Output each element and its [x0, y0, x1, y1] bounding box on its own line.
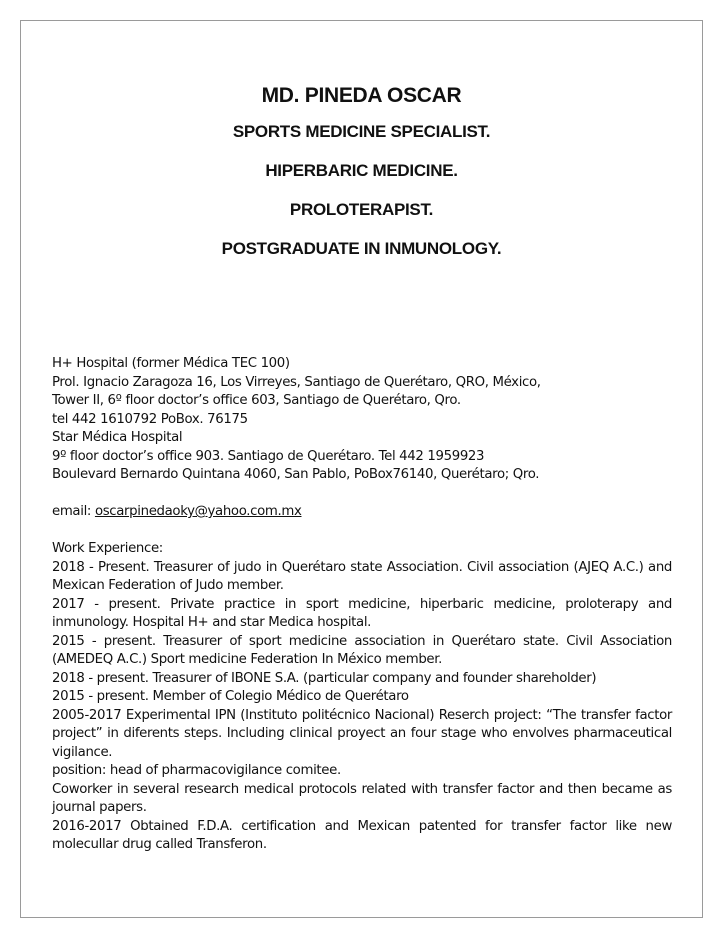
title-sports-medicine: SPORTS MEDICINE SPECIALIST. [232, 122, 491, 141]
experience-item: 2018 - present. Treasurer of IBONE S.A. (particular company and founder shareholder) [52, 670, 597, 686]
address-line: tel 442 1610792 PoBox. 76175 [52, 411, 248, 427]
address-line: 9º floor doctor’s office 903. Santiago de Querétaro. Tel 442 1959923 [52, 448, 485, 464]
work-experience-heading: Work Experience: [52, 541, 163, 556]
experience-item: 2015 - present. Member of Colegio Médico de Querétaro [52, 689, 409, 704]
address-line: Boulevard Bernardo Quintana 4060, San Pablo, PoBox76140, Querétaro; Qro. [52, 467, 540, 482]
experience-item: 2016-2017 Obtained F.D.A. certification and Mexican patented for transfer factor like new molecullar drug called Transferon. [52, 818, 672, 852]
email-row [52, 503, 672, 522]
experience-item: position: head of pharmacovigilance comitee. [52, 763, 341, 778]
address-line: Prol. Ignacio Zaragoza 16, Los Virreyes, Santiago de Querétaro, QRO, México, [52, 374, 541, 390]
experience-item: 2005-2017 Experimental IPN (Instituto politécnico Nacional) Reserch project: “The transfer factor project” in diferents steps. Including clinical proyect an four stage who envolves pharmaceutical vigilance. [52, 707, 672, 760]
cv-header [20, 84, 703, 278]
experience-item: 2018 - Present. Treasurer of judo in Querétaro state Association. Civil association (AJEQ A.C.) and Mexican Federation of Judo member. [52, 559, 672, 593]
address-line: H+ Hospital (former Médica TEC 100) [52, 356, 290, 371]
address-line: Tower II, 6º floor doctor’s office 603, Santiago de Querétaro, Qro. [52, 393, 461, 408]
title-postgraduate-inmunology: POSTGRADUATE IN INMUNOLOGY. [221, 239, 502, 258]
email-label: email: [52, 504, 95, 519]
experience-item: 2015 - present. Treasurer of sport medicine association in Querétaro state. Civil Association (AMEDEQ A.C.) Sport medicine Federation In México member. [52, 633, 672, 667]
doctor-name: MD. PINEDA OSCAR [261, 84, 462, 107]
cv-body [52, 355, 672, 855]
experience-item: 2017 - present. Private practice in sport medicine, hiperbaric medicine, proloterapy and inmunology. Hospital H+ and star Medica hospital. [52, 596, 672, 630]
email-link[interactable]: oscarpinedaoky@yahoo.com.mx [94, 504, 302, 519]
title-proloterapist: PROLOTERAPIST. [289, 200, 434, 219]
experience-item: Coworker in several research medical protocols related with transfer factor and then became as journal papers. [52, 781, 672, 815]
address-block [52, 355, 672, 485]
address-line: Star Médica Hospital [52, 430, 183, 445]
title-hiperbaric-medicine: HIPERBARIC MEDICINE. [265, 161, 458, 180]
